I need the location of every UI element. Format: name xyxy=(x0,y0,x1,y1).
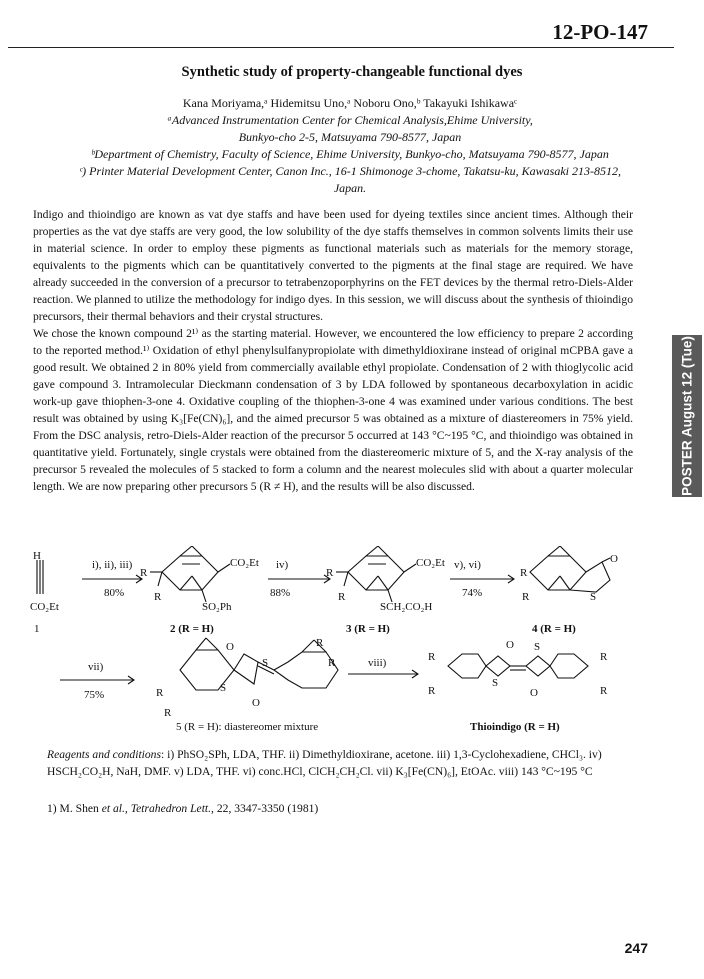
c5-o1-label: O xyxy=(226,641,234,653)
c2-r2-label: R xyxy=(154,591,162,603)
reference-journal: et al., Tetrahedron Lett. xyxy=(101,802,212,815)
c4-s-label: S xyxy=(590,591,597,603)
c5-r3-label: R xyxy=(316,637,324,649)
c4-o-label: O xyxy=(610,553,618,565)
c6-s1-label: S xyxy=(492,677,499,689)
c1-h-label: H xyxy=(33,550,41,562)
c6-r2-label: R xyxy=(428,685,436,697)
step3-yield: 74% xyxy=(462,587,483,599)
reference-authors: 1) M. Shen xyxy=(47,802,102,815)
affiliation-b: ᵇDepartment of Chemistry, Faculty of Science, Ehime University, Bunkyo-cho, Matsuyama 790-8577, Japan xyxy=(91,147,609,161)
step5-conditions: viii) xyxy=(368,657,387,669)
affiliation-c-country: Japan. xyxy=(333,181,367,195)
c3-r-label: R xyxy=(326,567,334,579)
header-rule xyxy=(8,47,674,48)
c2-ester-label: CO₂Et xyxy=(230,557,259,569)
reagents-conditions xyxy=(47,746,627,780)
reference-1 xyxy=(47,800,627,817)
abstract-code: 12-PO-147 xyxy=(552,20,648,44)
reference-details: , 22, 3347-3350 (1981) xyxy=(211,802,319,815)
author-block xyxy=(40,95,660,197)
c5-label: 5 (R = H): diastereomer mixture xyxy=(176,721,319,733)
body-paragraph-1: Indigo and thioindigo are known as vat dye staffs and have been used for dyeing textiles since ancient times. Although their properties as the vat dye staffs are very good, the low solubility of the dye staffs themselves in common solvents limits their use in material science. In order to employ these pigments as functional materials such as materials for the memory storage, equivalents to the pigments which can be quantitatively converted to the pigments at the final stage are required. We have already succeeded in the conversion of a precursor to tetrabenzoporphyrins on the FET devices by the thermal retro-Diels-Alder reaction. We planned to utilize the methodology for indigo dyes. In this session, we will discuss about the synthesis of thioindigo precursors, their thermal behaviors and their crystal structures. xyxy=(33,208,633,323)
c6-o1-label: O xyxy=(506,639,514,651)
affiliation-a: ᵃAdvanced Instrumentation Center for Chemical Analysis,Ehime University, xyxy=(167,113,533,127)
affiliation-c: ᶜ) Printer Material Development Center, Canon Inc., 16-1 Shimonoge 3-chome, Takatsu-ku, Kawasaki 213-8512, xyxy=(79,164,621,178)
c5-s1-label: S xyxy=(220,682,227,694)
c3-label: 3 (R = H) xyxy=(346,623,390,635)
c5-s2-label: S xyxy=(262,657,269,669)
c3-thioacid-label: SCH₂CO₂H xyxy=(380,601,433,613)
step3-conditions: v), vi) xyxy=(454,559,481,571)
step4-conditions: vii) xyxy=(88,661,104,673)
reaction-scheme xyxy=(30,546,650,741)
reagents-lead: Reagents and conditions xyxy=(47,748,161,761)
c6-r1-label: R xyxy=(428,651,436,663)
c5-o2-label: O xyxy=(252,697,260,709)
c2-r-label: R xyxy=(140,567,148,579)
c6-r3-label: R xyxy=(600,651,608,663)
c6-o2-label: O xyxy=(530,687,538,699)
affiliation-a-address: Bunkyo-cho 2-5, Matsuyama 790-8577, Japan xyxy=(238,130,462,144)
c4-r-label: R xyxy=(520,567,528,579)
session-side-tab xyxy=(672,335,702,497)
reagents-text: : i) PhSO₂SPh, LDA, THF. ii) Dimethyldioxirane, acetone. iii) 1,3-Cyclohexadiene, CHCl₃. iv) HSCH₂CO₂H, NaH, DMF. v) LDA, THF. vi) conc.HCl, ClCH₂CH₂Cl. vii) K₃[Fe(CN)₆], EtOAc. viii) 143 °C~195 °C xyxy=(47,748,602,778)
c5-r4-label: R xyxy=(328,657,336,669)
c2-label: 2 (R = H) xyxy=(170,623,214,635)
body-paragraph-2: We chose the known compound 2¹⁾ as the starting material. However, we encountered the low efficiency to prepare 2 according to the reported method.¹⁾ Oxidation of ethyl phenylsulfanypropiolate with dimethyldioxirane instead of original mCPBA gave a good result. We obtained 2 in 80% yield from commercially available ethyl propiolate. Condensation of 2 with thioglycolic acid gave compound 3. Intramolecular Dieckmann condensation of 3 by LDA followed by spontaneous decarboxylation in acidic work-up gave thiophen-3-one 4. Oxidative coupling of the thiophen-3-one 4 was examined under various conditions. The best result was obtained by using K₃[Fe(CN)₆], and the aimed precursor 5 was obtained as a mixture of diastereomers in 75% yield. From the DSC analysis, retro-Diels-Alder reaction of the precursor 5 occurred at 143 °C~195 °C, and thioindigo was obtained in quantitative yield. Fortunately, single crystals were obtained from the diastereomeric mixture of 5, and the X-ray analysis of the precursor 5 revealed the molecules of 5 stacked to form a column and the nearest molecules slid with about a quarter molecular length. We are now preparing other precursors 5 (R ≠ H), and the results will be also discussed. xyxy=(33,327,633,493)
c4-label: 4 (R = H) xyxy=(532,623,576,635)
paper-title: Synthetic study of property-changeable functional dyes xyxy=(181,64,523,80)
step2-yield: 88% xyxy=(270,587,291,599)
c1-ester-label: CO₂Et xyxy=(30,601,59,613)
c5-r2-label: R xyxy=(164,707,172,719)
page-number: 247 xyxy=(624,940,648,956)
c3-r2-label: R xyxy=(338,591,346,603)
c6-label: Thioindigo (R = H) xyxy=(470,721,560,733)
c4-r2-label: R xyxy=(522,591,530,603)
session-side-tab-label: POSTER August 12 (Tue) xyxy=(679,336,695,496)
step2-conditions: iv) xyxy=(276,559,289,571)
c5-r-label: R xyxy=(156,687,164,699)
author-list: Kana Moriyama,ᵃ Hidemitsu Uno,ᵃ Noboru Ono,ᵇ Takayuki Ishikawaᶜ xyxy=(182,96,518,110)
step1-conditions: i), ii), iii) xyxy=(92,559,133,571)
step1-yield: 80% xyxy=(104,587,125,599)
c6-s2-label: S xyxy=(534,641,541,653)
abstract-body xyxy=(33,206,633,495)
c6-r4-label: R xyxy=(600,685,608,697)
step4-yield: 75% xyxy=(84,689,105,701)
c2-sulfone-label: SO₂Ph xyxy=(202,601,232,613)
c1-label: 1 xyxy=(34,623,40,635)
c3-ester-label: CO₂Et xyxy=(416,557,445,569)
